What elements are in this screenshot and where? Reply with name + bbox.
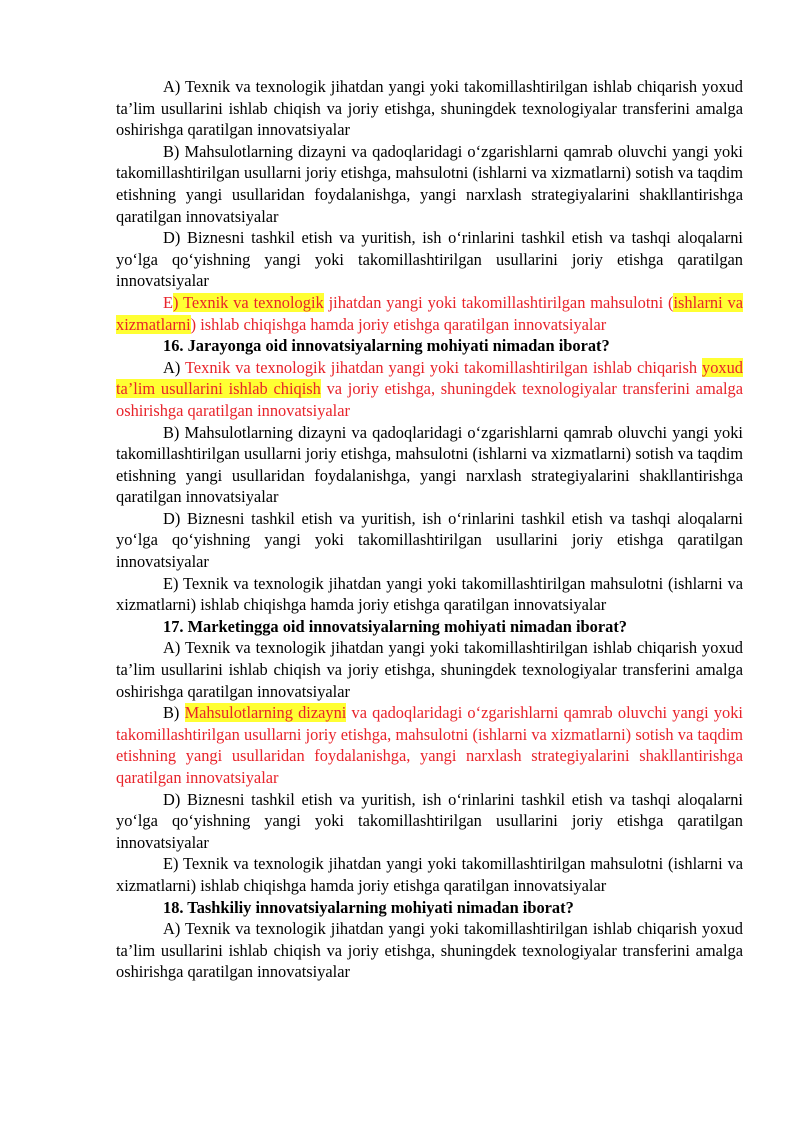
text-segment: 18. Tashkiliy innovatsiyalarning mohiyati nimadan iborat? bbox=[163, 897, 574, 917]
text-segment: B) Mahsulotlarning dizayni va qadoqlaridagi o‘zgarishlarni qamrab oluvchi yangi yoki takomillashtirilgan usullarni joriy etishga, mahsulotni (ishlarni va xizmatlarni) sotish va taqdim etishning yangi usullaridan foydalanishga, yangi narxlash strategiyalarini shakllantirishga qaratilgan innovatsiyalar bbox=[116, 422, 743, 507]
answer-option bbox=[116, 422, 743, 508]
answer-option bbox=[116, 76, 743, 141]
answer-option bbox=[116, 637, 743, 702]
text-segment: 17. Marketingga oid innovatsiyalarning mohiyati nimadan iborat? bbox=[163, 616, 627, 636]
answer-option bbox=[116, 789, 743, 854]
answer-segment: va qadoqlaridagi o‘zgarishlarni qamrab oluvchi yangi yoki takomillashtirilgan usullarni joriy etishga, mahsulotni (ishlarni va xizmatlarni) sotish va taqdim etishning yangi usullaridan foydalanishga, yangi narxlash strategiyalarini shakllantirishga qaratilgan innovatsiyalar bbox=[116, 703, 743, 787]
highlighted-segment: yoxud ta’lim usullarini ishlab chiqish bbox=[116, 357, 743, 399]
text-segment: A) bbox=[163, 357, 185, 377]
answer-segment: jihatdan yangi yoki takomillashtirilgan mahsulotni ( bbox=[323, 292, 674, 312]
answer-segment: E bbox=[163, 292, 174, 312]
answer-option bbox=[116, 357, 743, 422]
question-heading bbox=[116, 897, 743, 919]
answer-option bbox=[116, 508, 743, 573]
highlighted-segment: Mahsulotlarning dizayni bbox=[184, 703, 347, 723]
question-heading bbox=[116, 335, 743, 357]
answer-option bbox=[116, 227, 743, 292]
answer-option bbox=[116, 853, 743, 896]
answer-option bbox=[116, 141, 743, 227]
answer-segment: va joriy etishga, shuningdek texnologiyalar transferini amalga oshirishga qaratilgan innovatsiyalar bbox=[116, 379, 743, 420]
text-segment: B) bbox=[163, 703, 185, 723]
answer-segment: Texnik va texnologik jihatdan yangi yoki takomillashtirilgan ishlab chiqarish bbox=[184, 357, 703, 377]
answer-segment: ) ishlab chiqishga hamda joriy etishga qaratilgan innovatsiyalar bbox=[190, 314, 607, 334]
text-segment: A) Texnik va texnologik jihatdan yangi yoki takomillashtirilgan ishlab chiqarish yoxud ta’lim usullarini ishlab chiqish va joriy etishga, shuningdek texnologiyalar transferini amalga oshirishga qaratilgan innovatsiyalar bbox=[116, 919, 743, 982]
text-segment: D) Biznesni tashkil etish va yuritish, ish o‘rinlarini tashkil etish va tashqi aloqalarni yo‘lga qo‘yishning yangi yoki takomillashtirilgan usullarini joriy etishga qaratilgan innovatsiyalar bbox=[116, 789, 743, 852]
text-segment: A) Texnik va texnologik jihatdan yangi yoki takomillashtirilgan ishlab chiqarish yoxud ta’lim usullarini ishlab chiqish va joriy etishga, shuningdek texnologiyalar transferini amalga oshirishga qaratilgan innovatsiyalar bbox=[116, 638, 743, 701]
text-segment: E) Texnik va texnologik jihatdan yangi yoki takomillashtirilgan mahsulotni (ishlarni va xizmatlarni) ishlab chiqishga hamda joriy etishga qaratilgan innovatsiyalar bbox=[116, 573, 743, 615]
answer-option bbox=[116, 918, 743, 983]
answer-option bbox=[116, 702, 743, 788]
text-segment: D) Biznesni tashkil etish va yuritish, ish o‘rinlarini tashkil etish va tashqi aloqalarni yo‘lga qo‘yishning yangi yoki takomillashtirilgan usullarini joriy etishga qaratilgan innovatsiyalar bbox=[116, 228, 743, 291]
text-segment: B) Mahsulotlarning dizayni va qadoqlaridagi o‘zgarishlarni qamrab oluvchi yangi yoki takomillashtirilgan usullarni joriy etishga, mahsulotni (ishlarni va xizmatlarni) sotish va taqdim etishning yangi usullaridan foydalanishga, yangi narxlash strategiyalarini shakllantirishga qaratilgan innovatsiyalar bbox=[116, 141, 743, 226]
answer-option bbox=[116, 573, 743, 616]
question-heading bbox=[116, 616, 743, 638]
text-segment: 16. Jarayonga oid innovatsiyalarning mohiyati nimadan iborat? bbox=[163, 336, 610, 356]
highlighted-segment: ) Texnik va texnologik bbox=[173, 292, 324, 312]
highlighted-segment: ishlarni va xizmatlarni bbox=[116, 292, 744, 334]
text-segment: D) Biznesni tashkil etish va yuritish, ish o‘rinlarini tashkil etish va tashqi aloqalarni yo‘lga qo‘yishning yangi yoki takomillashtirilgan usullarini joriy etishga qaratilgan innovatsiyalar bbox=[116, 508, 743, 572]
text-segment: A) Texnik va texnologik jihatdan yangi yoki takomillashtirilgan ishlab chiqarish yoxud ta’lim usullarini ishlab chiqish va joriy etishga, shuningdek texnologiyalar transferini amalga oshirishga qaratilgan innovatsiyalar bbox=[116, 77, 743, 140]
text-segment: E) Texnik va texnologik jihatdan yangi yoki takomillashtirilgan mahsulotni (ishlarni va xizmatlarni) ishlab chiqishga hamda joriy etishga qaratilgan innovatsiyalar bbox=[116, 854, 743, 895]
answer-option bbox=[116, 292, 743, 335]
